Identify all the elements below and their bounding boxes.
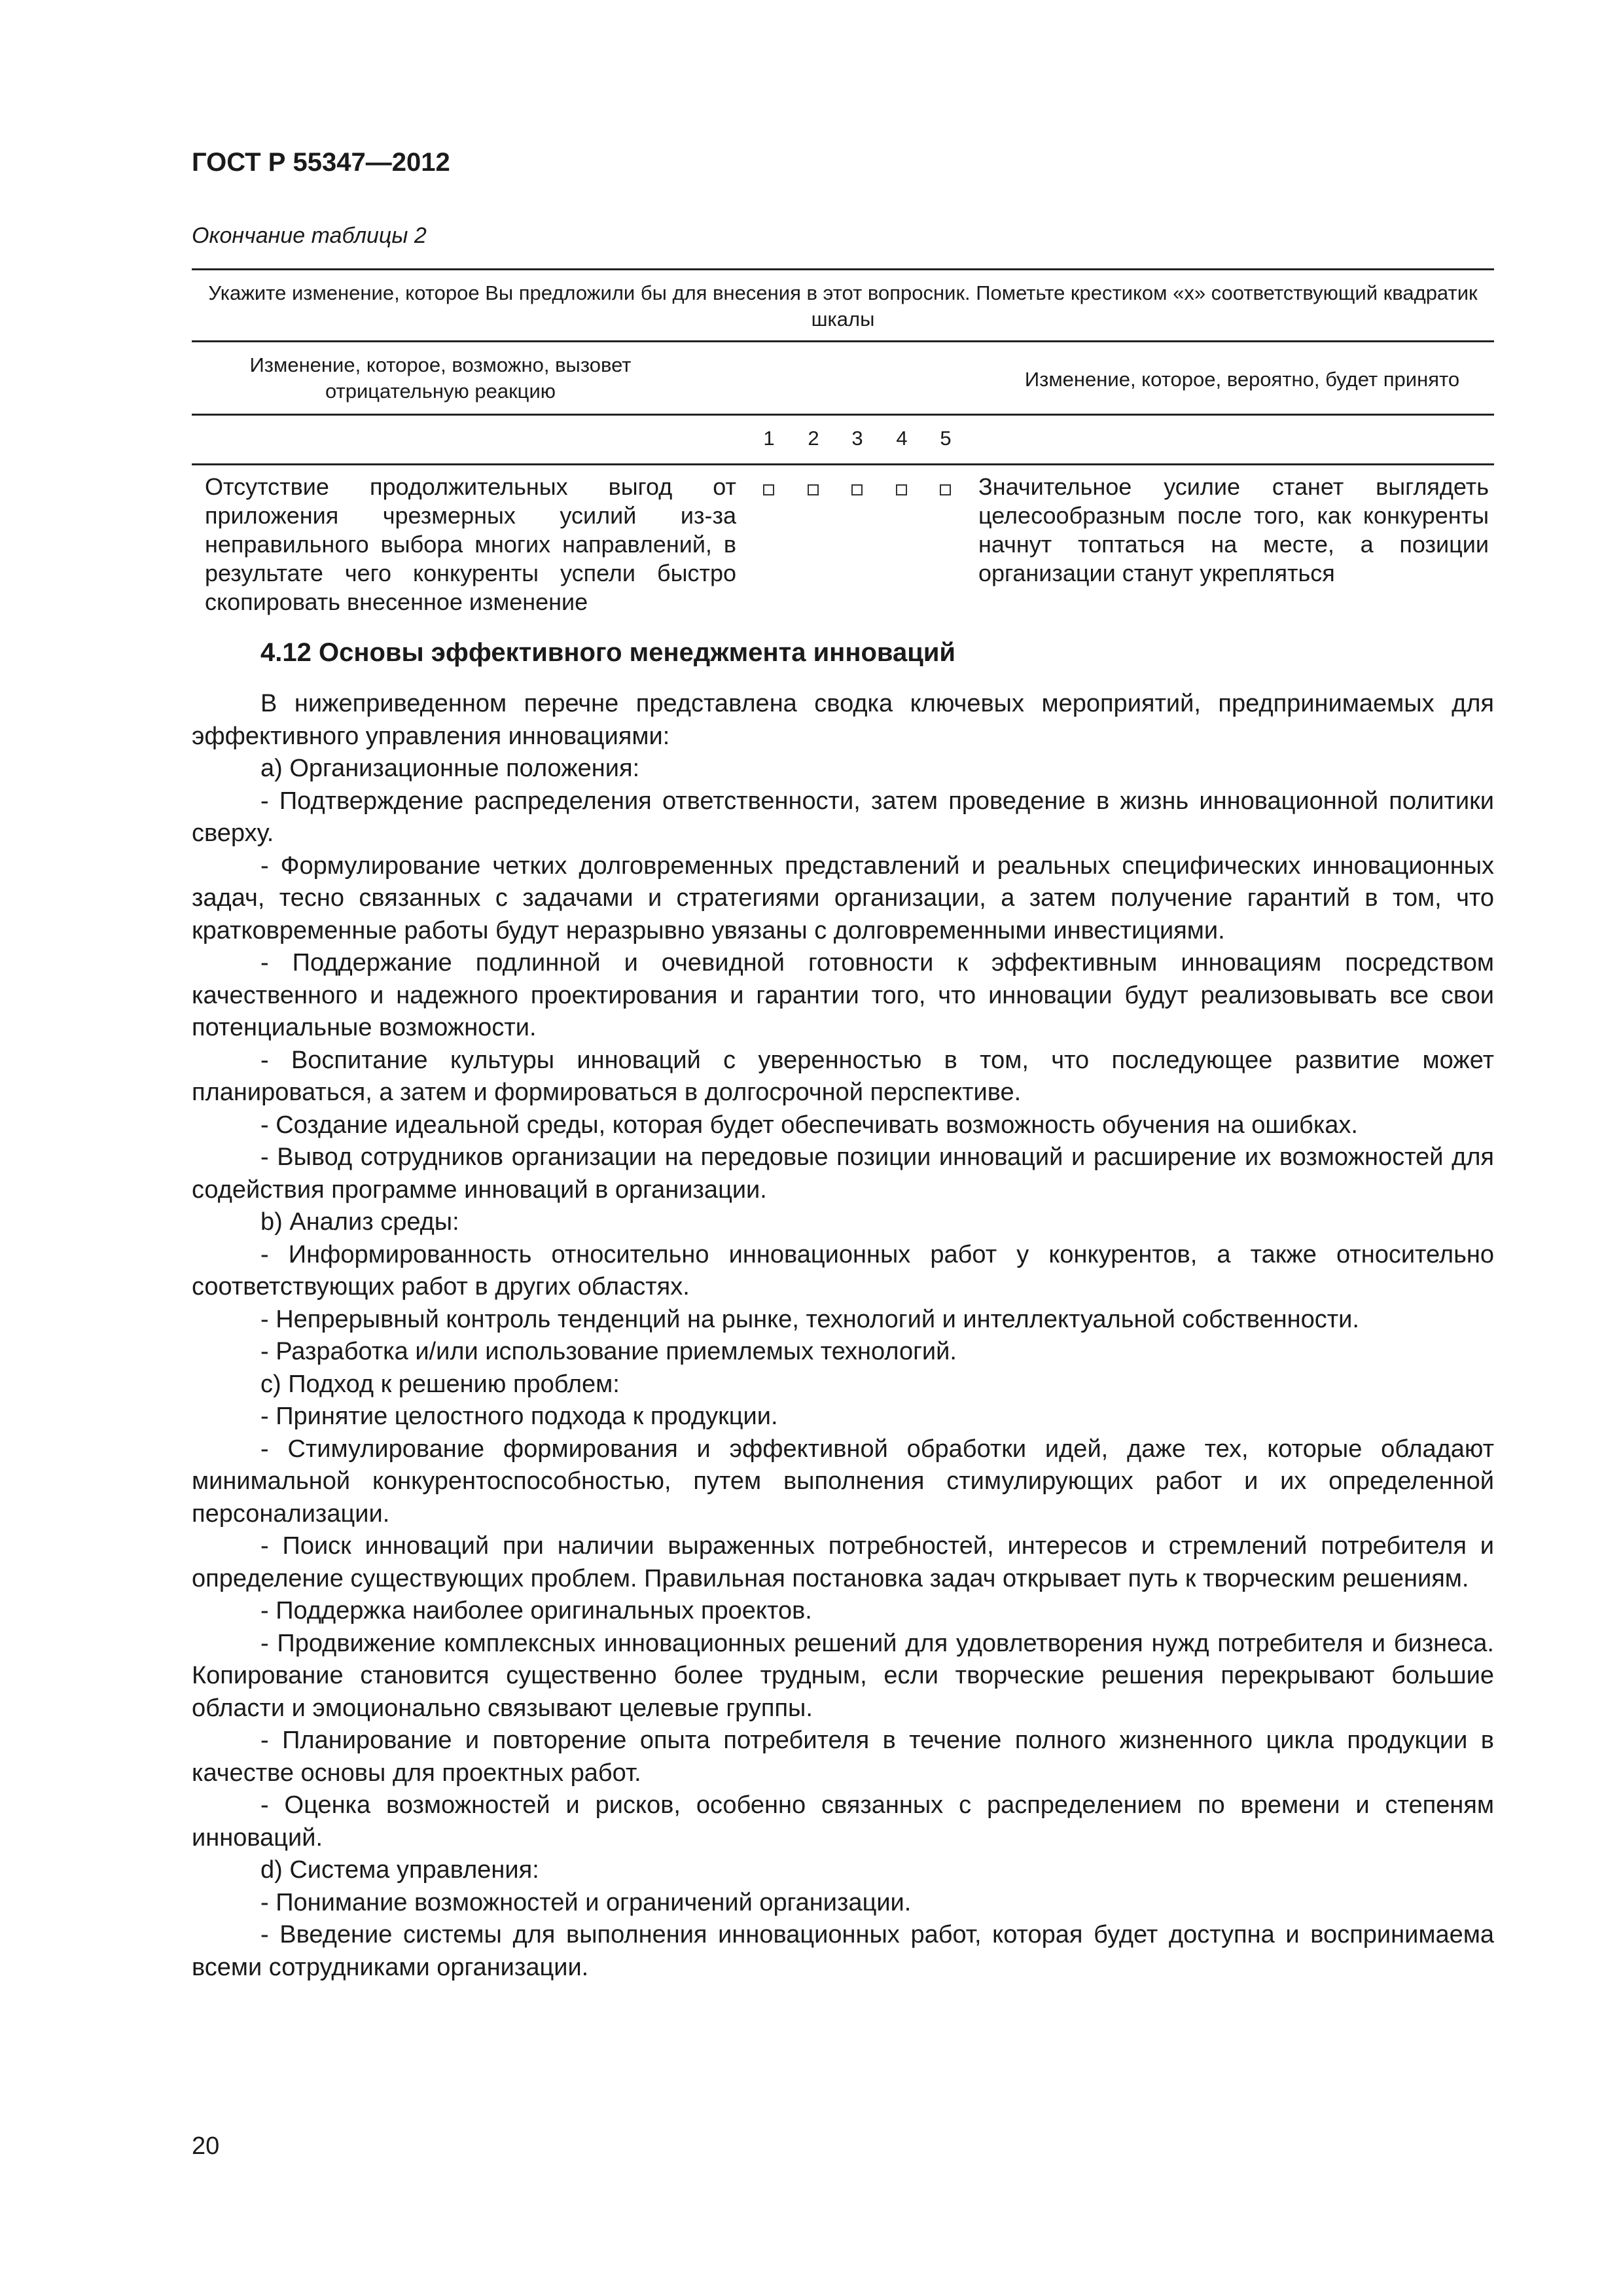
scale-number: 5 [940, 427, 952, 450]
table-rule [192, 414, 1494, 416]
scale-checkbox[interactable] [808, 484, 819, 495]
document-code: ГОСТ Р 55347—2012 [192, 148, 450, 177]
scale-number: 4 [896, 427, 908, 450]
table-instruction: Укажите изменение, которое Вы предложили бы для внесения в этот вопросник. Пометьте крестиком «х» соответствующий квадратик шкалы [208, 281, 1478, 331]
scale-checkbox[interactable] [940, 484, 951, 495]
paragraph: - Подтверждение распределения ответственности, затем проведение в жизнь инновационной политики сверху. [192, 787, 1494, 847]
paragraph: - Вывод сотрудников организации на передовые позиции инноваций и расширение их возможностей для содействия программе инноваций в организации. [192, 1143, 1494, 1204]
paragraph: - Продвижение комплексных инновационных решений для удовлетворения нужд потребителя и бизнеса. Копирование становится существенно более трудным, если творческие решения перекрывают большие области и эмоционально связывают целевые группы. [192, 1629, 1494, 1722]
paragraph: - Поддержка наиболее оригинальных проектов. [260, 1597, 812, 1624]
table-caption: Окончание таблицы 2 [192, 223, 427, 248]
body-text [192, 688, 1494, 1984]
scale-checkbox[interactable] [763, 484, 774, 495]
right-column-header: Изменение, которое, вероятно, будет принято [1024, 368, 1460, 391]
paragraph: - Воспитание культуры инноваций с уверенностью в том, что последующее развитие может планироваться, а затем и формироваться в долгосрочной перспективе. [192, 1046, 1494, 1106]
scale-number: 3 [851, 427, 863, 450]
paragraph: b) Анализ среды: [260, 1208, 459, 1236]
scale-number: 2 [808, 427, 819, 450]
paragraph: - Поддержание подлинной и очевидной готовности к эффективным инновациям посредством качественного и надежного проектирования и гарантии того, что инновации будут реализовывать все свои потенциальные возможности. [192, 949, 1494, 1041]
paragraph: - Разработка и/или использование приемлемых технологий. [260, 1338, 957, 1365]
paragraph: - Стимулирование формирования и эффективной обработки идей, даже тех, которые обладают минимальной конкурентоспособностью, путем выполнения стимулирующих работ и их определенной персонализации. [192, 1435, 1494, 1528]
paragraph: - Планирование и повторение опыта потребителя в течение полного жизненного цикла продукции в качестве основы для проектных работ. [192, 1727, 1494, 1787]
paragraph: - Принятие целостного подхода к продукции. [260, 1403, 778, 1430]
left-column-header: Изменение, которое, возможно, вызовет отрицательную реакцию [249, 353, 632, 403]
table-rule [192, 268, 1494, 270]
row-right-text: Значительное усилие станет выглядеть целесообразным после того, как конкуренты начнут топтаться на месте, а позиции организации станут укрепляться [978, 473, 1489, 586]
paragraph: с) Подход к решению проблем: [260, 1370, 620, 1398]
scale-number: 1 [763, 427, 775, 450]
paragraph: - Оценка возможностей и рисков, особенно связанных с распределением по времени и степеням инноваций. [192, 1791, 1494, 1852]
page-number: 20 [192, 2132, 220, 2160]
table-rule [192, 340, 1494, 342]
paragraph: - Информированность относительно инновационных работ у конкурентов, а также относительно соответствующих работ в других областях. [192, 1240, 1494, 1300]
scale-checkbox[interactable] [851, 484, 863, 495]
paragraph: - Введение системы для выполнения инновационных работ, которая будет доступна и воспринимаема всеми сотрудниками организации. [192, 1921, 1494, 1981]
paragraph: - Создание идеальной среды, которая будет обеспечивать возможность обучения на ошибках. [260, 1111, 1358, 1139]
paragraph: - Формулирование четких долговременных представлений и реальных специфических инновационных задач, тесно связанных с задачами и стратегиями организации, а затем получение гарантий в том, что кратковременные работы будут неразрывно увязаны с долговременными инвестициями. [192, 852, 1494, 944]
row-left-text: Отсутствие продолжительных выгод от приложения чрезмерных усилий из-за неправильного выбора многих направлений, в результате чего конкуренты успели быстро скопировать внесенное изменение [205, 473, 736, 615]
paragraph: - Непрерывный контроль тенденций на рынке, технологий и интеллектуальной собственности. [260, 1305, 1359, 1333]
section-title: 4.12 Основы эффективного менеджмента инноваций [260, 638, 956, 667]
paragraph: - Поиск инноваций при наличии выраженных потребностей, интересов и стремлений потребителя и определение существующих проблем. Правильная постановка задач открывает путь к творческим решениям. [192, 1532, 1494, 1592]
paragraph: В нижеприведенном перечне представлена сводка ключевых мероприятий, предпринимаемых для эффективного управления инновациями: [192, 690, 1494, 750]
scale-checkbox[interactable] [896, 484, 907, 495]
paragraph: - Понимание возможностей и ограничений организации. [260, 1888, 912, 1916]
paragraph: а) Организационные положения: [260, 755, 640, 782]
table-rule [192, 463, 1494, 465]
paragraph: d) Система управления: [260, 1856, 539, 1884]
